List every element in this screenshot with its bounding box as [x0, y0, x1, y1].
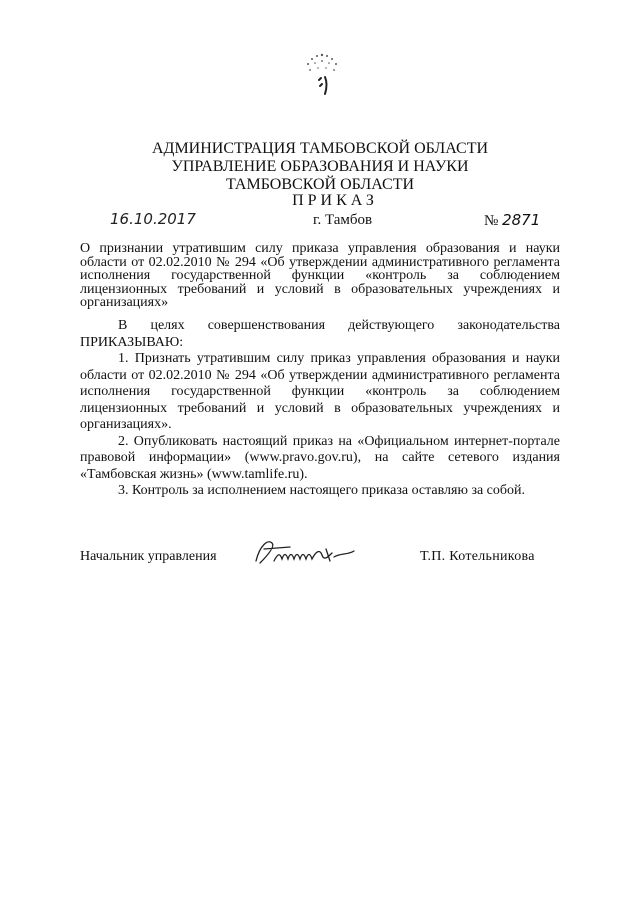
order-title: ПРИКАЗ — [292, 192, 378, 209]
handwritten-signature-icon — [250, 535, 360, 569]
header-line-1: АДМИНИСТРАЦИЯ ТАМБОВСКОЙ ОБЛАСТИ — [151, 140, 489, 157]
item-3: 3. Контроль за исполнением настоящего приказа оставляю за собой. — [118, 483, 526, 498]
order-body — [80, 318, 560, 500]
order-number — [484, 211, 540, 230]
signer-name: Т.П. Котельникова — [420, 549, 535, 564]
order-number-prefix: № — [484, 213, 499, 229]
preamble-line: В целях совершенствования действующего законодательства — [118, 318, 560, 333]
item-2: 2. Опубликовать настоящий приказ на «Официальном интернет-портале правовой информации» (www.pravo.gov.ru), на сайте сетевого издания «Тамбовская жизнь» (www.tamlife.ru). — [80, 433, 560, 482]
issuer-header — [0, 140, 640, 194]
preamble-order: ПРИКАЗЫВАЮ: — [80, 334, 184, 350]
signature-block — [80, 545, 560, 575]
order-city: г. Тамбов — [313, 212, 373, 228]
header-line-3: ТАМБОВСКОЙ ОБЛАСТИ — [225, 176, 415, 193]
coat-of-arms-icon — [300, 50, 344, 106]
header-line-2: УПРАВЛЕНИЕ ОБРАЗОВАНИЯ И НАУКИ — [171, 158, 469, 175]
item-1: 1. Признать утратившим силу приказ управления образования и науки области от 02.02.2010 № 294 «Об утверждении административного регламента исполнения государственной функции «контроль за соблюдением лицензионных требований и условий в образовательных учреждениях и организациях». — [80, 351, 560, 432]
signer-position: Начальник управления — [80, 549, 217, 564]
order-number-value: 2871 — [502, 211, 541, 229]
order-date: 16.10.2017 — [110, 210, 196, 228]
order-subject: О признании утратившим силу приказа управления образования и науки области от 02.02.2010 № 294 «Об утверждении административного регламента исполнения государственной функции «контроль за соблюдением лицензионных требований и условий в образовательных учреждениях и организациях» — [80, 241, 560, 310]
